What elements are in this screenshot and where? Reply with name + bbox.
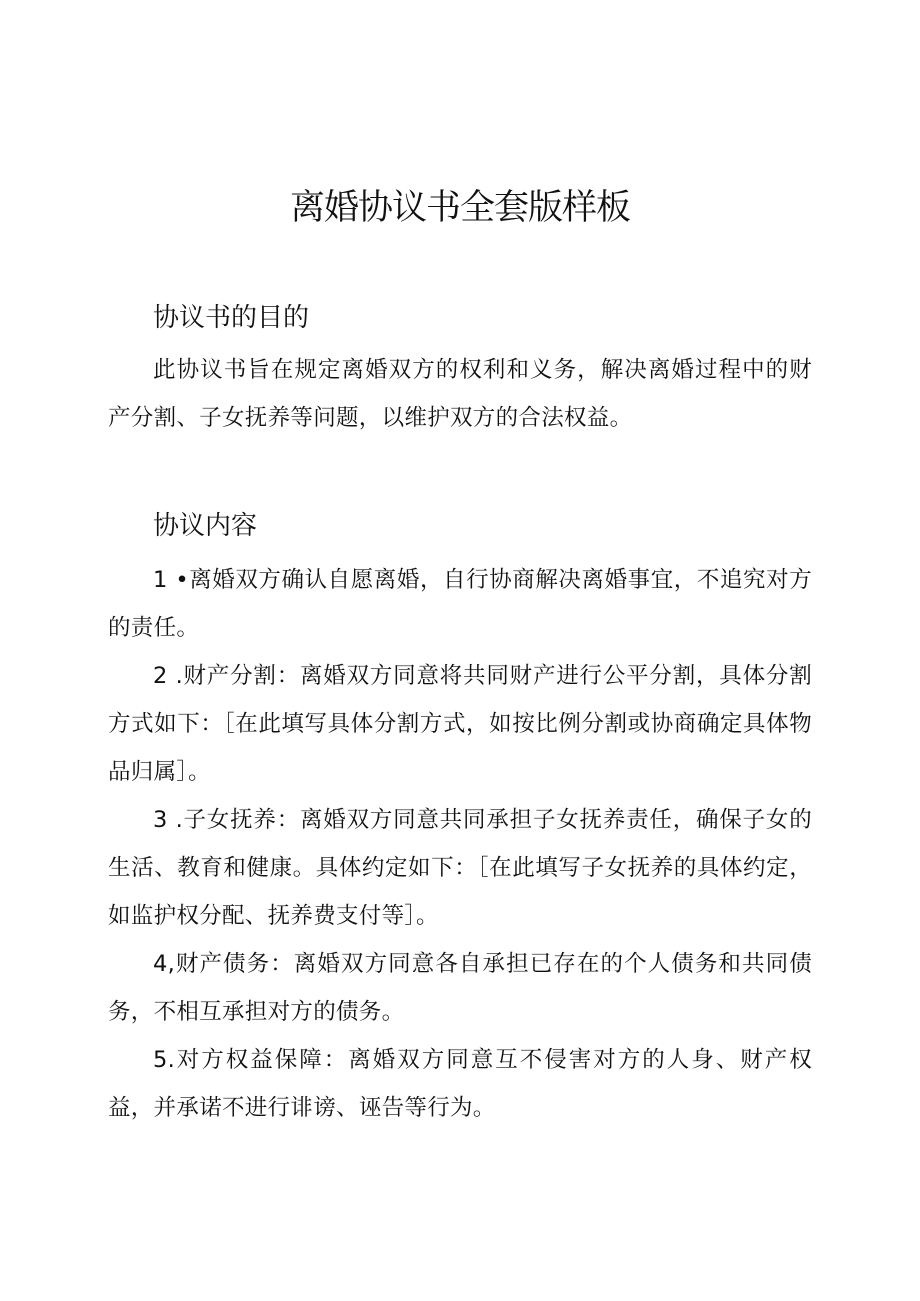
section-heading-purpose: 协议书的目的 xyxy=(153,303,310,333)
clause-3-paragraph: 3 .子女抚养：离婚双方同意共同承担子女抚养责任，确保子女的生活、教育和健康。具体约定如下：［在此填写子女抚养的具体约定，如监护权分配、抚养费支付等］。 xyxy=(108,807,812,929)
purpose-paragraph: 此协议书旨在规定离婚双方的权利和义务，解决离婚过程中的财产分割、子女抚养等问题，以维护双方的合法权益。 xyxy=(108,357,812,431)
clause-5-paragraph: 5.对方权益保障：离婚双方同意互不侵害对方的人身、财产权益，并承诺不进行诽谤、诬告等行为。 xyxy=(108,1047,812,1121)
section-heading-content: 协议内容 xyxy=(153,511,258,541)
clause-1-paragraph: 1 •离婚双方确认自愿离婚，自行协商解决离婚事宜，不追究对方的责任。 xyxy=(108,567,812,641)
clause-4-paragraph: 4,财产债务：离婚双方同意各自承担已存在的个人债务和共同债务，不相互承担对方的债务。 xyxy=(108,951,812,1025)
clause-2-paragraph: 2 .财产分割：离婚双方同意将共同财产进行公平分割，具体分割方式如下：［在此填写具体分割方式，如按比例分割或协商确定具体物品归属］。 xyxy=(108,663,812,785)
document-title: 离婚协议书全套版样板 xyxy=(289,188,630,228)
